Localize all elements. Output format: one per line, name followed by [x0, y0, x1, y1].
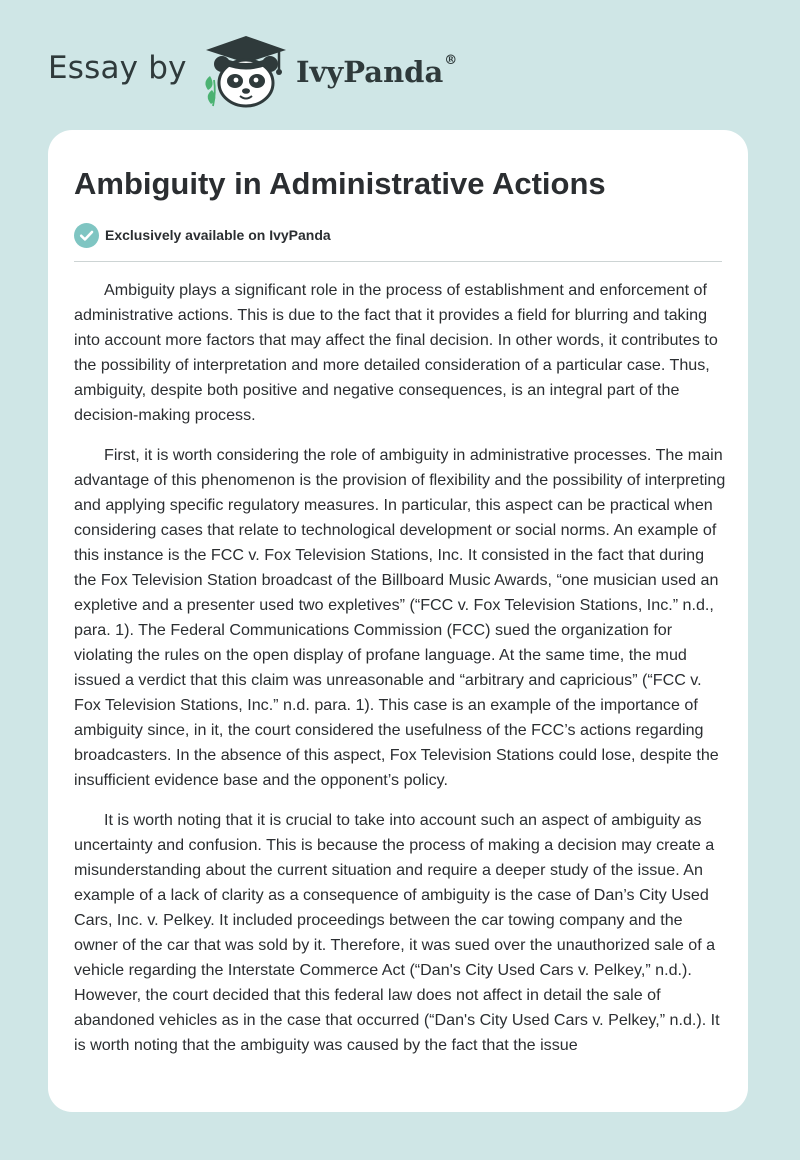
exclusive-badge	[74, 222, 331, 248]
paragraph: It is worth noting that it is crucial to take into account such an aspect of ambiguity as uncertainty and confusion. This is because the process of making a decision may create a misunderstanding about the current situation and require a deeper study of the issue. An example of a lack of clarity as a consequence of ambiguity is the case of Dan’s City Used Cars, Inc. v. Pelkey. It included proceedings between the car towing company and the owner of the car that was sold by it. Therefore, it was sued over the unauthorized sale of a vehicle regarding the Interstate Commerce Act (“Dan's City Used Cars v. Pelkey,” n.d.). However, the court decided that this federal law does not affect in detail the sale of abandoned vehicles as in the case that occurred (“Dan's City Used Cars v. Pelkey,” n.d.). It is worth noting that the ambiguity was caused by the fact that the issue	[74, 811, 720, 1054]
paragraph: First, it is worth considering the role of ambiguity in administrative processes. The main advantage of this phenomenon is the provision of flexibility and the possibility of interpreting and applying specific regulatory measures. In particular, this aspect can be practical when considering cases that relate to technological development or social norms. An example of this instance is the FCC v. Fox Television Stations, Inc. It consisted in the fact that during the Fox Television Station broadcast of the Billboard Music Awards, “one musician used an expletive and a presenter used two expletives” (“FCC v. Fox Television Stations, Inc.” n.d., para. 1). The Federal Communications Commission (FCC) sued the organization for violating the rules on the open display of profane language. At the same time, the mud issued a verdict that this claim was unreasonable and “arbitrary and capricious” (“FCC v. Fox Television Stations, Inc.” n.d. para. 1). This case is an example of the importance of ambiguity since, in it, the court considered the usefulness of the FCC’s actions regarding broadcasters. In the absence of this aspect, Fox Television Stations could lose, despite the insufficient evidence base and the opponent’s policy.	[74, 446, 726, 789]
check-circle-icon	[74, 223, 99, 248]
essay-title: Ambiguity in Administrative Actions	[74, 166, 606, 201]
essay-body	[74, 278, 726, 1073]
title-divider	[74, 261, 722, 262]
registered-mark: ®	[444, 53, 458, 68]
ivypanda-brand-name[interactable]: IvyPanda®	[296, 53, 458, 89]
site-header	[0, 0, 800, 130]
paragraph: Ambiguity plays a significant role in the process of establishment and enforcement of administrative actions. This is due to the fact that it provides a field for blurring and taking into account more factors that may affect the final decision. In other words, it contributes to the possibility of interpretation and more detailed consideration of a particular case. Thus, ambiguity, despite both positive and negative consequences, is an integral part of the decision-making process.	[74, 281, 718, 424]
ivypanda-logo-icon[interactable]	[200, 36, 292, 108]
essay-by-label: Essay by	[48, 50, 187, 86]
essay-card	[48, 130, 748, 1112]
exclusive-badge-label: Exclusively available on IvyPanda	[105, 227, 331, 243]
